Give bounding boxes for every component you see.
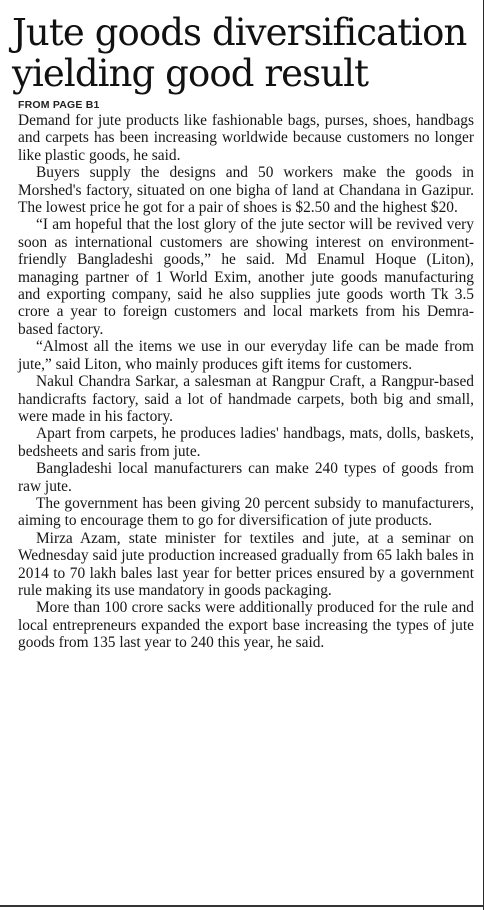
article-body	[12, 112, 474, 652]
paragraph-4: “Almost all the items we use in our everyday life can be made from jute,” said Liton, who mainly produces gift items for customers.	[18, 338, 474, 373]
paragraph-1: Demand for jute products like fashionable bags, purses, shoes, handbags and carpets has been increasing worldwide because customers no longer like plastic goods, he said.	[18, 112, 474, 164]
headline-line-2: yielding good result	[12, 52, 369, 95]
jump-line: FROM PAGE B1	[18, 99, 100, 111]
paragraph-9: Mirza Azam, state minister for textiles and jute, at a seminar on Wednesday said jute production increased gradually from 65 lakh bales in 2014 to 70 lakh bales last year for better prices ensured by a government rule making its use mandatory in goods packaging.	[18, 529, 474, 599]
paragraph-5: Nakul Chandra Sarkar, a salesman at Rangpur Craft, a Rangpur-based handicrafts factory, said a lot of handmade carpets, both big and small, were made in his factory.	[18, 373, 474, 425]
paragraph-2: Buyers supply the designs and 50 workers make the goods in Morshed's factory, situated on one bigha of land at Chandana in Gazipur. The lowest price he got for a pair of shoes is $2.50 and the highest $20.	[18, 164, 474, 217]
article	[12, 12, 476, 652]
headline-line-1: Jute goods diversification	[12, 11, 467, 54]
bottom-rule	[0, 905, 484, 907]
paragraph-6: Apart from carpets, he produces ladies' handbags, mats, dolls, baskets, bedsheets and saris from jute.	[18, 425, 474, 460]
paragraph-10: More than 100 crore sacks were additionally produced for the rule and local entrepreneurs expanded the export base increasing the types of jute goods from 135 last year to 240 this year, he said.	[18, 599, 474, 652]
paragraph-3: “I am hopeful that the lost glory of the jute sector will be revived very soon as international customers are showing interest on environment-friendly Bangladeshi goods,” he said. Md Enamul Hoque (Liton), managing partner of 1 World Exim, another jute goods manufacturing and exporting company, said he also supplies jute goods worth Tk 3.5 crore a year to foreign customers and local markets from his Demra-based factory.	[18, 216, 474, 338]
headline	[12, 12, 482, 94]
paragraph-8: The government has been giving 20 percent subsidy to manufacturers, aiming to encourage them to go for diversification of jute products.	[18, 494, 474, 530]
paragraph-7: Bangladeshi local manufacturers can make 240 types of goods from raw jute.	[18, 460, 474, 495]
